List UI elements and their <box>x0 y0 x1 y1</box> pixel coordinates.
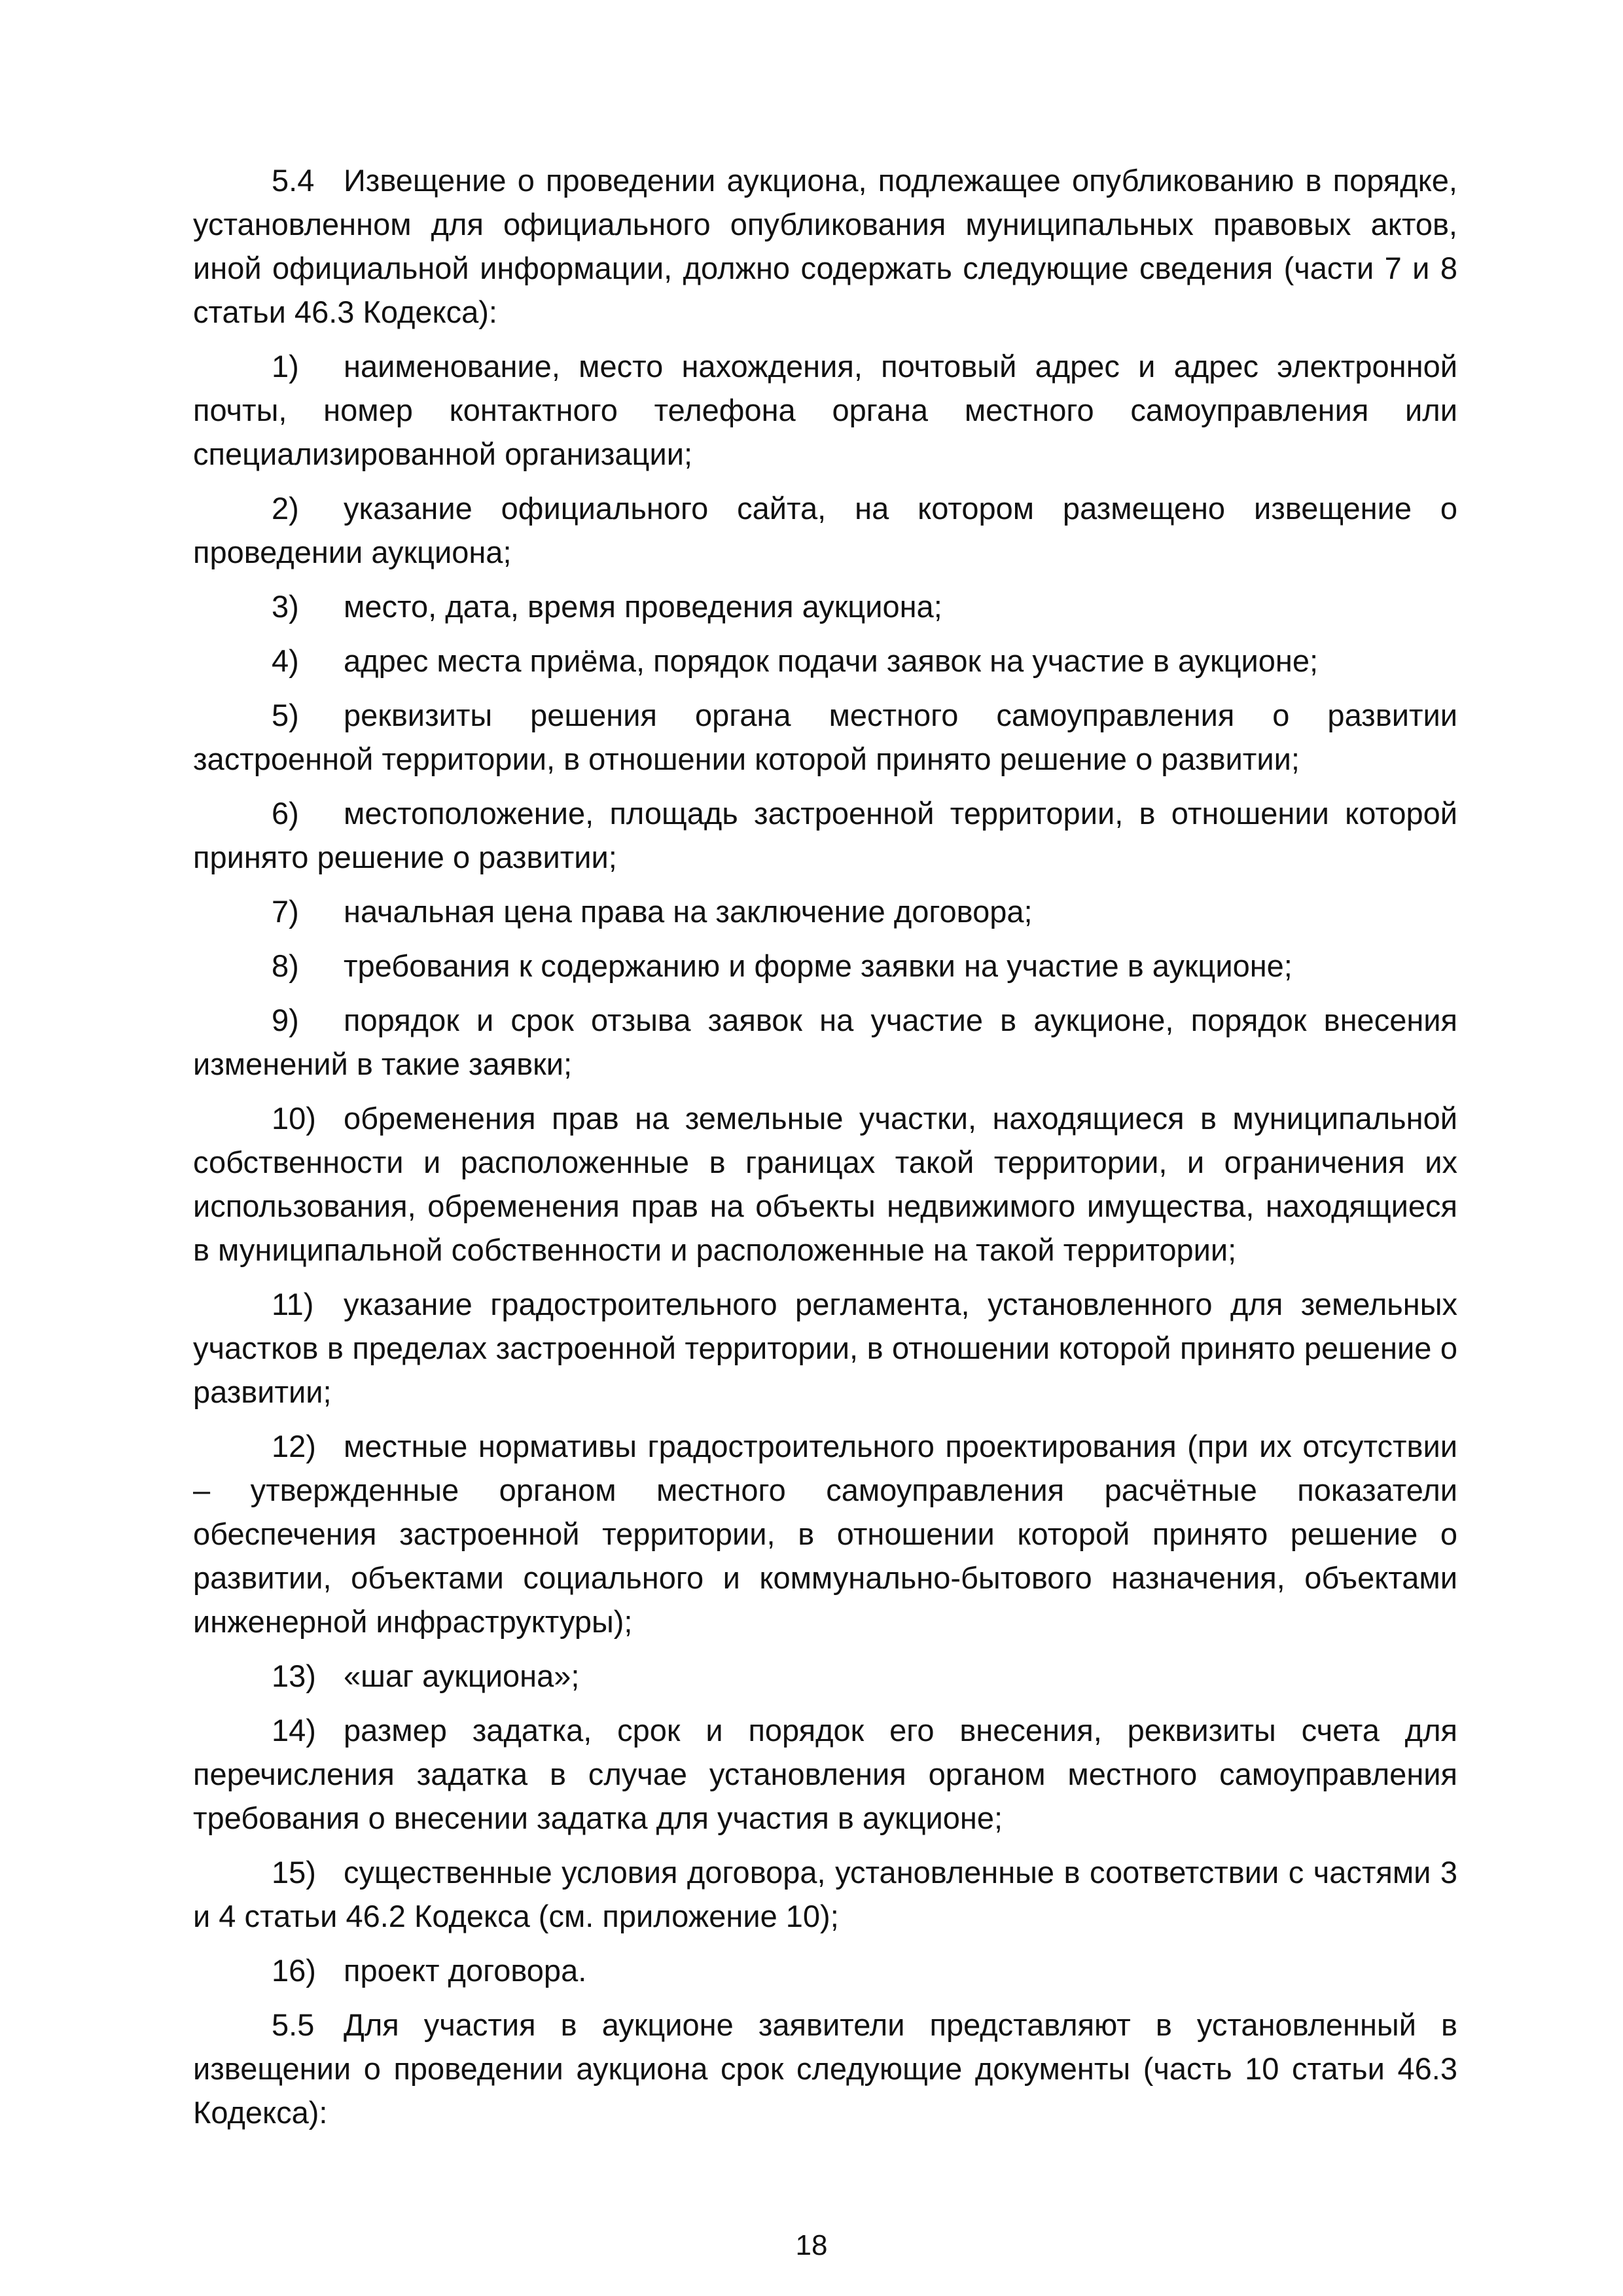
paragraph-5-4 <box>193 158 1457 334</box>
list-item-10 <box>193 1096 1457 1272</box>
document-body <box>193 158 1457 2145</box>
list-item-1 <box>193 344 1457 476</box>
list-item-number: 5) <box>272 698 299 732</box>
list-item-text: требования к содержанию и форме заявки на участие в аукционе; <box>344 948 1293 983</box>
list-item-number: 7) <box>272 894 299 929</box>
list-item-12 <box>193 1424 1457 1643</box>
list-item-text: реквизиты решения органа местного самоуправления о развитии застроенной территории, в отношении которой принято решение о развитии; <box>193 698 1457 776</box>
list-item-number: 10) <box>272 1101 316 1136</box>
list-item-text: место, дата, время проведения аукциона; <box>344 589 942 624</box>
list-item-15 <box>193 1850 1457 1938</box>
list-item-text: «шаг аукциона»; <box>344 1659 580 1693</box>
list-item-number: 6) <box>272 796 299 831</box>
list-item-text: размер задатка, срок и порядок его внесения, реквизиты счета для перечисления задатка в случае установления органом местного самоуправления требования о внесении задатка для участия в аукционе; <box>193 1713 1457 1835</box>
list-item-text: порядок и срок отзыва заявок на участие в аукционе, порядок внесения изменений в такие заявки; <box>193 1003 1457 1081</box>
list-item-3 <box>193 584 1457 628</box>
list-item-14 <box>193 1708 1457 1840</box>
list-item-text: указание градостроительного регламента, установленного для земельных участков в пределах застроенной территории, в отношении которой принято решение о развитии; <box>193 1287 1457 1409</box>
list-item-text: указание официального сайта, на котором размещено извещение о проведении аукциона; <box>193 491 1457 569</box>
list-item-number: 14) <box>272 1713 316 1748</box>
list-item-7 <box>193 889 1457 933</box>
list-item-number: 15) <box>272 1855 316 1890</box>
list-item-13 <box>193 1654 1457 1698</box>
paragraph-text: Извещение о проведении аукциона, подлежащее опубликованию в порядке, установленном для официального опубликования муниципальных правовых актов, иной официальной информации, должно содержать следующие сведения (части 7 и 8 статьи 46.3 Кодекса): <box>193 163 1457 329</box>
list-item-number: 9) <box>272 1003 299 1037</box>
list-item-number: 4) <box>272 643 299 678</box>
list-item-number: 8) <box>272 948 299 983</box>
list-item-number: 3) <box>272 589 299 624</box>
list-item-number: 11) <box>272 1287 314 1321</box>
paragraph-5-5 <box>193 2003 1457 2134</box>
list-item-11 <box>193 1282 1457 1414</box>
page-number: 18 <box>795 2229 828 2261</box>
list-item-number: 16) <box>272 1953 316 1988</box>
list-item-text: местные нормативы градостроительного проектирования (при их отсутствии – утвержденные органом местного самоуправления расчётные показатели обеспечения застроенной территории, в отношении которой принято решение о развитии, объектами социального и коммунально-бытового назначения, объектами инженерной инфраструктуры); <box>193 1429 1457 1639</box>
list-item-number: 13) <box>272 1659 316 1693</box>
list-item-16 <box>193 1948 1457 1992</box>
paragraph-number: 5.4 <box>272 163 315 198</box>
list-item-text: существенные условия договора, установленные в соответствии с частями 3 и 4 статьи 46.2 Кодекса (см. приложение 10); <box>193 1855 1457 1933</box>
list-item-4 <box>193 639 1457 683</box>
list-item-number: 2) <box>272 491 299 526</box>
list-item-number: 1) <box>272 349 299 384</box>
list-item-text: обременения прав на земельные участки, находящиеся в муниципальной собственности и расположенные в границах такой территории, и ограничения их использования, обременения прав на объекты недвижимого имущества, находящиеся в муниципальной собственности и расположенные на такой территории; <box>193 1101 1457 1267</box>
list-item-text: адрес места приёма, порядок подачи заявок на участие в аукционе; <box>344 643 1319 678</box>
list-item-5 <box>193 693 1457 781</box>
list-item-2 <box>193 486 1457 574</box>
list-item-8 <box>193 944 1457 988</box>
list-item-6 <box>193 791 1457 879</box>
paragraph-number: 5.5 <box>272 2007 315 2042</box>
list-item-9 <box>193 998 1457 1086</box>
paragraph-text: Для участия в аукционе заявители представляют в установленный в извещении о проведении аукциона срок следующие документы (часть 10 статьи 46.3 Кодекса): <box>193 2007 1457 2130</box>
list-item-text: проект договора. <box>344 1953 587 1988</box>
list-item-text: начальная цена права на заключение договора; <box>344 894 1033 929</box>
list-item-number: 12) <box>272 1429 316 1463</box>
list-item-text: местоположение, площадь застроенной территории, в отношении которой принято решение о развитии; <box>193 796 1457 874</box>
list-item-text: наименование, место нахождения, почтовый адрес и адрес электронной почты, номер контактного телефона органа местного самоуправления или специализированной организации; <box>193 349 1457 471</box>
